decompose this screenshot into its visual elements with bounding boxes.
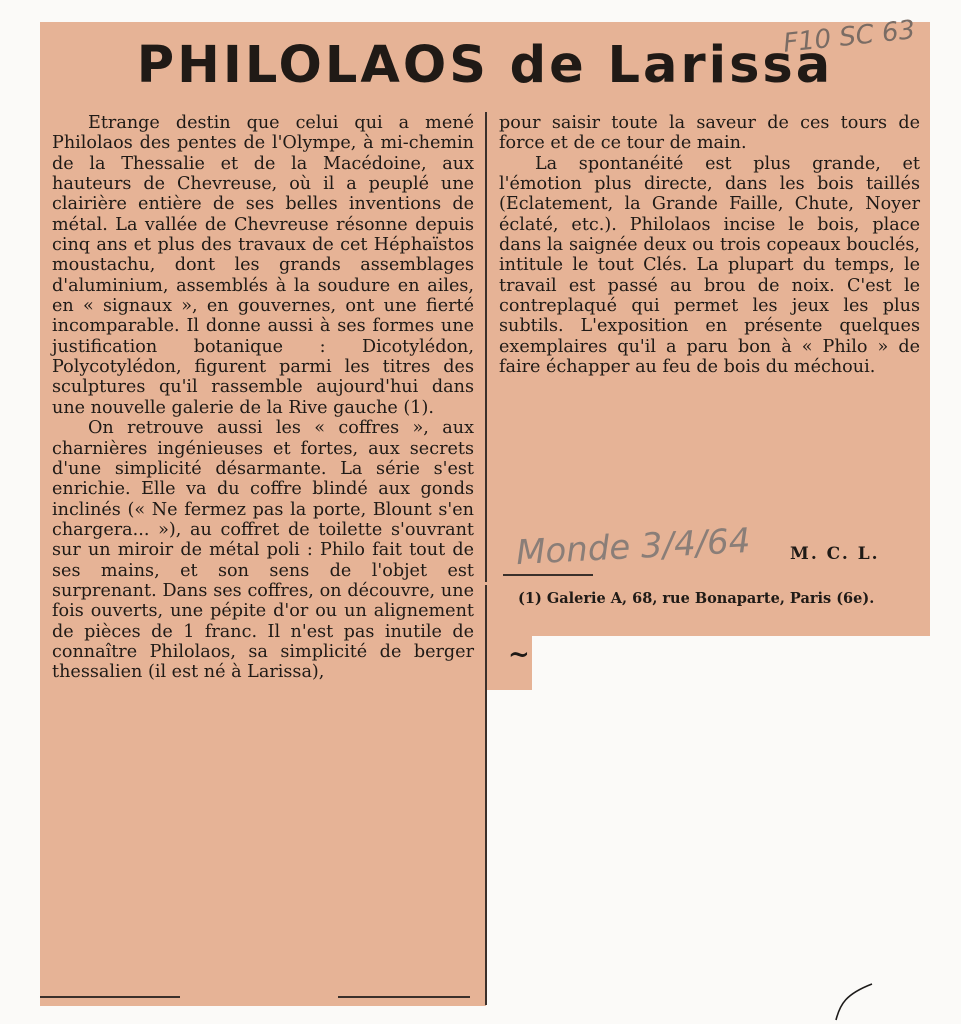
handwritten-reference: F10 SC 63 xyxy=(781,15,917,59)
footnote: (1) Galerie A, 68, rue Bonaparte, Paris (6e). xyxy=(518,590,875,607)
article-title: PHILOLAOS de Larissa xyxy=(136,36,834,95)
author-signature: M. C. L. xyxy=(790,544,880,564)
left-column xyxy=(52,113,474,683)
tilde-mark: ~ xyxy=(508,640,530,670)
right-column xyxy=(499,113,920,377)
column-divider xyxy=(485,112,487,582)
left-paragraph-2: On retrouve aussi les « coffres », aux charnières ingénieuses et fortes, aux secrets d'une simplicité désarmante. La série s'est enrichie. Elle va du coffre blindé aux gonds inclinés (« Ne fermez pas la porte, Blount s'en chargera... »), au coffret de toilette s'ouvrant sur un miroir de métal poli : Philo fait tout de ses mains, et son sens de l'objet est surprenant. Dans ses coffres, on découvre, une fois ouverts, une pépite d'or ou un alignement de pièces de 1 franc. Il n'est pas inutile de connaître Philolaos, sa simplicité de berger thessalien (il est né à Larissa), xyxy=(52,418,474,683)
column-divider-lower xyxy=(485,585,487,1005)
handwritten-date: Monde 3/4/64 xyxy=(515,520,752,574)
right-paragraph-1: pour saisir toute la saveur de ces tours de force et de ce tour de main. xyxy=(499,113,920,154)
right-paragraph-2: La spontanéité est plus grande, et l'émotion plus directe, dans les bois taillés (Eclatement, la Grande Faille, Chute, Noyer éclaté, etc.). Philolaos incise le bois, place dans la saignée deux ou trois copeaux bouclés, intitule le tout Clés. La plupart du temps, le travail est passé au brou de noix. C'est le contreplaqué qui permet les jeux les plus subtils. L'exposition en présente quelques exemplaires qu'il a paru bon à « Philo » de faire échapper au feu de bois du méchoui. xyxy=(499,153,920,378)
footnote-rule xyxy=(503,574,593,576)
left-paragraph-1: Etrange destin que celui qui a mené Philolaos des pentes de l'Olympe, à mi-chemin de la Thessalie et de la Macédoine, aux hauteurs de Chevreuse, où il a peuplé une clairière entière de ses belles inventions de métal. La vallée de Chevreuse résonne depuis cinq ans et plus des travaux de cet Héphaïstos moustachu, dont les grands assemblages d'aluminium, assemblés à la soudure en ailes, en « signaux », en gouvernes, ont une fierté incomparable. Il donne aussi à ses formes une justification botanique : Dicotylédon, Polycotylédon, figurent parmi les titres des sculptures qu'il rassemble aujourd'hui dans une nouvelle galerie de la Rive gauche (1). xyxy=(52,113,474,418)
bottom-rule-left xyxy=(40,996,180,998)
bottom-rule-right xyxy=(338,996,470,998)
pen-mark-icon xyxy=(832,980,876,1022)
